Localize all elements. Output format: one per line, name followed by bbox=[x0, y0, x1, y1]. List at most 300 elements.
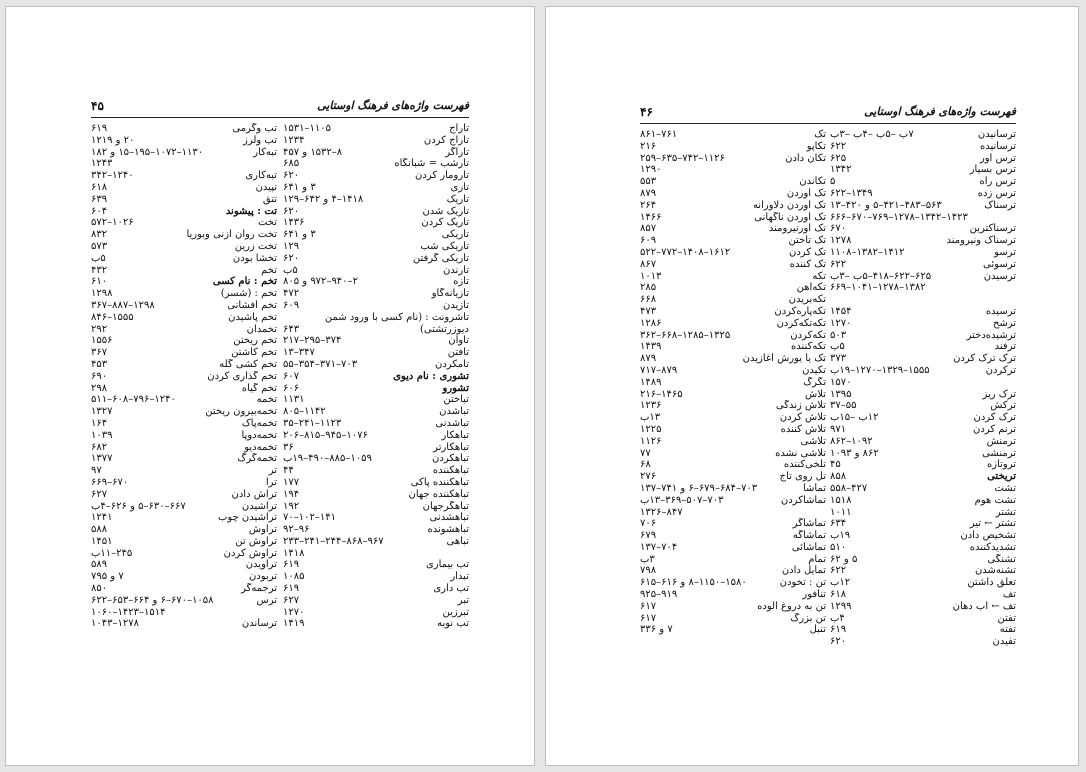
entry-pages: ۱۲ب bbox=[830, 577, 851, 589]
entry-word: ترسانیدن bbox=[977, 129, 1016, 140]
entry-word: تخم ریختن bbox=[233, 335, 277, 347]
entry-word: ترک ریز bbox=[982, 388, 1016, 400]
entry-pages: ۳۴۷–۱۳ bbox=[283, 347, 315, 359]
entry-word: تشتر ← تیر bbox=[969, 518, 1016, 530]
entry-word: تازه bbox=[453, 276, 469, 288]
page-45 bbox=[5, 6, 535, 766]
entry-pages: ۲–۹۴۰–۹۷۲ و ۸۰۵ bbox=[283, 276, 358, 288]
index-entry bbox=[830, 129, 1016, 141]
entry-word: تشخیص دادن bbox=[960, 530, 1016, 542]
index-entry bbox=[830, 318, 1016, 330]
entry-word: تک آورنیرومند bbox=[768, 223, 826, 235]
entry-word: تعلق داشتن bbox=[967, 577, 1016, 589]
index-entry bbox=[91, 194, 277, 206]
entry-word: تاوان bbox=[448, 335, 469, 347]
entry-pages: ۱۲۷۸–۱۰۴۳ bbox=[91, 618, 139, 630]
index-entry bbox=[91, 607, 277, 619]
entry-pages: ۱۵۱۸ bbox=[830, 494, 852, 506]
index-entry bbox=[640, 247, 826, 259]
entry-word: ترمنشی bbox=[982, 447, 1016, 459]
index-entry bbox=[640, 495, 826, 507]
entry-pages: ۱۲۴۰–۷۹۶–۶۰۸–۵۱۱ bbox=[91, 394, 176, 406]
entry-word: تروتازه bbox=[986, 459, 1016, 471]
entry-word: ترسناک ونیرومند bbox=[946, 235, 1016, 247]
entry-pages: ۶۷۹ bbox=[640, 530, 657, 542]
entry-pages: ۶۲۵–۶۲۲–۴۱۸–۵ب –۳ب bbox=[830, 270, 932, 282]
entry-pages: ۸۷۹–۷۱۷ bbox=[640, 364, 678, 376]
entry-word: تخمه‌بیرون ریختن bbox=[205, 406, 277, 418]
index-entry bbox=[830, 636, 1016, 648]
entry-pages: ۳۷۴–۲۹۵–۲۱۷ bbox=[283, 335, 342, 347]
entry-word: ترس بسیار bbox=[969, 164, 1016, 176]
entry-pages: ۱۳ب bbox=[640, 412, 661, 424]
entry-pages: ۲۷۶ bbox=[640, 471, 657, 483]
entry-word: تکاندن bbox=[799, 176, 826, 188]
index-entry bbox=[830, 259, 1016, 271]
entry-word: تمام bbox=[808, 553, 826, 565]
entry-pages: ۱۰۹۲–۸۶۲ bbox=[830, 435, 873, 447]
entry-pages: ۵ب bbox=[91, 252, 106, 264]
entry-word: ترسیده bbox=[985, 305, 1016, 317]
entry-pages: ۷۰۴–۱۳۷ bbox=[640, 541, 678, 553]
index-entry bbox=[640, 377, 826, 389]
index-entry bbox=[640, 294, 826, 306]
index-entry bbox=[283, 335, 469, 347]
entry-word: تن به دروغ آلوده bbox=[757, 600, 826, 612]
entry-pages: ۵۸۹ bbox=[91, 559, 108, 571]
index-entry bbox=[283, 383, 469, 395]
entry-pages: ۶۳۹ bbox=[91, 193, 108, 205]
entry-word: تکان دادن bbox=[785, 152, 826, 164]
entry-word: تن : تخودن bbox=[779, 577, 826, 589]
entry-pages: ۶۱۹ bbox=[283, 559, 300, 571]
entry-pages: ۱۱۳۰–۱۰۷۲–۱۹۵–۱۵ و ۱۸۲ bbox=[91, 146, 204, 158]
entry-word: تخمه‌پاک bbox=[241, 417, 277, 429]
index-entry bbox=[830, 613, 1016, 625]
entry-word: تک آوردن ناگهانی bbox=[754, 211, 826, 223]
entry-word: تخت زرین bbox=[234, 240, 277, 252]
entry-word: تباهکننده جهان bbox=[408, 488, 469, 500]
entry-pages: ۶۸۵ bbox=[283, 158, 300, 170]
entry-pages: ۷ و ۳۳۶ bbox=[640, 624, 673, 636]
index-entry bbox=[640, 424, 826, 436]
index-entry bbox=[283, 324, 469, 336]
entry-pages: ۴۲۷–۵۵۸ bbox=[830, 482, 868, 494]
entry-pages: ۱۲ب –۱۵ب bbox=[830, 412, 879, 424]
entry-pages: ۱۱۲۶ bbox=[640, 435, 662, 447]
entry-word: تشورو bbox=[442, 382, 469, 394]
entry-pages: ۷۰۳–۳۷۱–۳۵۴–۵۵ bbox=[283, 358, 358, 370]
entry-word: تشنگی bbox=[987, 553, 1016, 565]
entry-pages: ۱۲۷۸ bbox=[830, 235, 852, 247]
index-entry bbox=[830, 565, 1016, 577]
index-entry bbox=[91, 347, 277, 359]
entry-pages: ۸۷۹ bbox=[640, 187, 657, 199]
entry-pages: ۱۳۲۷ bbox=[91, 406, 113, 418]
index-entry bbox=[283, 571, 469, 583]
index-entry bbox=[640, 200, 826, 212]
entry-word: ترشیده‌دختر bbox=[966, 329, 1016, 341]
index-entry bbox=[91, 359, 277, 371]
index-entry bbox=[283, 465, 469, 477]
index-entry bbox=[283, 536, 469, 548]
index-entry bbox=[283, 442, 469, 454]
entry-word: تشت هوم bbox=[974, 494, 1016, 506]
index-entry bbox=[640, 613, 826, 625]
index-entry bbox=[91, 276, 277, 288]
index-entry bbox=[91, 241, 277, 253]
entry-pages: ۱۴۳۶ bbox=[283, 217, 305, 229]
index-entry bbox=[91, 583, 277, 595]
index-entry bbox=[640, 601, 826, 613]
entry-pages: ۴۷۲ bbox=[283, 288, 300, 300]
entry-word: تشنه‌شدن bbox=[974, 565, 1016, 577]
index-entry bbox=[91, 170, 277, 182]
entry-pages: ۲۴۵–۱۱ب bbox=[91, 547, 133, 559]
entry-word: تارومار کردن bbox=[415, 170, 469, 182]
entry-pages: ۱۴۱۹ bbox=[283, 618, 305, 630]
index-entry bbox=[283, 265, 469, 277]
entry-word: تبه‌کاری bbox=[245, 170, 277, 182]
index-entry bbox=[91, 229, 277, 241]
entry-pages: ۱۴۱۸–۴ و ۶۴۲–۱۲۹ bbox=[283, 193, 364, 205]
entry-pages: ۱۰۲۶–۵۷۲ bbox=[91, 217, 134, 229]
entry-pages: ۱۵۱۴–۱۴۲۳–۱۰۶۰ bbox=[91, 606, 166, 618]
index-column-right bbox=[830, 129, 1016, 648]
index-entry bbox=[283, 312, 469, 324]
entry-word: تکه‌کردن bbox=[790, 329, 826, 341]
index-entry bbox=[830, 153, 1016, 165]
entry-word: تل روی تاج bbox=[779, 471, 826, 483]
entry-word: تراشیدن چوب bbox=[217, 512, 277, 524]
entry-word: تن بزرگ bbox=[790, 612, 826, 624]
index-entry bbox=[283, 512, 469, 524]
index-entry bbox=[830, 518, 1016, 530]
entry-pages: ۶۰۹ bbox=[283, 299, 300, 311]
entry-word: تبرزین bbox=[442, 606, 469, 618]
entry-pages: ۱۰۱۳ bbox=[640, 270, 662, 282]
entry-word: تلاشی bbox=[800, 435, 826, 447]
index-entry bbox=[91, 501, 277, 513]
index-entry bbox=[91, 123, 277, 135]
entry-word: تکیدن bbox=[802, 364, 826, 376]
entry-word: تک یا یورش آغازیدن bbox=[742, 353, 826, 365]
entry-word: تلاش bbox=[805, 388, 826, 400]
index-entry bbox=[283, 135, 469, 147]
entry-word: ترکش bbox=[990, 400, 1016, 412]
entry-pages: ۴۵۳ bbox=[91, 358, 108, 370]
index-entry bbox=[640, 176, 826, 188]
entry-word: تاشرونت : (نام کسی با ورود شمن bbox=[324, 311, 469, 323]
entry-pages: ۱۱۳۱ bbox=[283, 394, 305, 406]
entry-pages: ۶۲۰ bbox=[830, 636, 847, 648]
index-entry bbox=[283, 347, 469, 359]
entry-pages: ۶۱۹ bbox=[830, 624, 847, 636]
entry-pages: ۸–۱۵۳۲ و ۴۵۷ bbox=[283, 146, 343, 158]
index-entry bbox=[91, 489, 277, 501]
entry-word: تباهکننده پاکی bbox=[410, 476, 469, 488]
entry-word: ترکردن bbox=[985, 364, 1016, 376]
entry-pages: ۵ و ۶۲ bbox=[830, 553, 858, 565]
entry-word: تباشدنی bbox=[435, 417, 469, 429]
entry-word: تک آوردن دلاورانه bbox=[752, 199, 826, 211]
entry-word: تباهکارتر bbox=[433, 441, 469, 453]
index-entry bbox=[91, 559, 277, 571]
index-entry bbox=[830, 141, 1016, 153]
entry-pages: ۳۶۷ bbox=[91, 347, 108, 359]
entry-word: ترسناک bbox=[984, 199, 1016, 211]
entry-word: تلاش کننده bbox=[780, 423, 826, 435]
index-entry bbox=[640, 235, 826, 247]
index-entry bbox=[283, 418, 469, 430]
entry-word: ترسوئی bbox=[983, 258, 1016, 270]
entry-pages: ۱۴۲۳–۱۳۴۲–۱۲۷۸–۷۶۹–۶۷۰–۶۶۶ bbox=[830, 211, 968, 223]
index-entry bbox=[283, 194, 469, 206]
entry-pages: ۸۷۹ bbox=[640, 353, 657, 365]
entry-word: تربودن bbox=[248, 571, 277, 583]
entry-word: ترفند bbox=[994, 341, 1016, 353]
entry-word: تراشیدن bbox=[241, 500, 277, 512]
entry-pages: ۱۴۱۸ bbox=[283, 547, 305, 559]
index-entry bbox=[640, 565, 826, 577]
index-entry bbox=[283, 359, 469, 371]
entry-pages: ۶۳۴ bbox=[830, 518, 847, 530]
entry-word: ترس راه bbox=[979, 176, 1016, 188]
entry-pages: ۵۰۳ bbox=[830, 329, 847, 341]
index-entry bbox=[640, 330, 826, 342]
entry-pages: ۵۶۳–۴۸۳–۴۲۱–۵ و ۴۲۰–۱۳ bbox=[830, 199, 942, 211]
entry-word: تبدار bbox=[450, 571, 469, 583]
index-column-left bbox=[640, 129, 826, 636]
index-entry bbox=[640, 188, 826, 200]
index-entry bbox=[91, 453, 277, 465]
entry-pages: ۳ و ۶۴۱ bbox=[283, 181, 316, 193]
entry-pages: ۶۷۰ bbox=[830, 223, 847, 235]
index-entry bbox=[830, 223, 1016, 235]
index-entry bbox=[283, 147, 469, 159]
entry-word: تاراگر bbox=[445, 146, 469, 158]
entry-pages: ۱۳۸۲–۱۲۷۸–۱۰۴۱–۶۶۹ bbox=[830, 282, 926, 294]
entry-word: تب ولرز bbox=[242, 134, 277, 146]
entry-word: ترک کردن bbox=[973, 412, 1016, 424]
entry-pages: ۱۳۹۵ bbox=[830, 388, 852, 400]
entry-word: تلخی‌کننده bbox=[783, 459, 826, 471]
index-entry bbox=[640, 271, 826, 283]
entry-word: ترسانیده bbox=[979, 140, 1016, 152]
index-entry bbox=[91, 536, 277, 548]
index-entry bbox=[830, 282, 1016, 294]
entry-word: تخم : نام کسی bbox=[212, 276, 277, 288]
index-entry bbox=[640, 259, 826, 271]
entry-pages: ۹۷۱ bbox=[830, 423, 847, 435]
entry-word: تماشا bbox=[802, 482, 826, 494]
entry-pages: ۳۷۳ bbox=[830, 353, 847, 365]
entry-pages: ۶۹۰ bbox=[91, 370, 108, 382]
entry-word: تکه‌بریدن bbox=[788, 294, 826, 306]
entry-word: تخشا بودن bbox=[232, 252, 277, 264]
entry-pages: ۱۴۶۵–۲۱۶ bbox=[640, 388, 683, 400]
index-entry bbox=[283, 158, 469, 170]
entry-pages: ۴۴ bbox=[283, 465, 294, 477]
entry-pages: ۷۷ bbox=[640, 447, 651, 459]
index-entry bbox=[91, 406, 277, 418]
entry-word: تمایل دادن bbox=[781, 565, 826, 577]
entry-word: تافتن bbox=[447, 347, 469, 359]
entry-word: تک bbox=[814, 129, 826, 140]
entry-pages: ۱۶۱۲–۱۴۰۸–۷۷۲–۵۲۲ bbox=[640, 246, 731, 258]
index-entry bbox=[283, 618, 469, 630]
entry-word: تارندن bbox=[442, 264, 469, 276]
entry-word: تخمدان bbox=[246, 323, 277, 335]
running-title: فهرست واژه‌های فرهنگ اوستایی bbox=[317, 99, 469, 112]
entry-word: تخم پاشیدن bbox=[228, 311, 277, 323]
index-entry bbox=[283, 583, 469, 595]
entry-word: تراوش bbox=[248, 524, 277, 536]
index-entry bbox=[283, 288, 469, 300]
entry-pages: ۲۹۲ bbox=[91, 323, 108, 335]
entry-pages: ۷۰۳–۶۸۴–۶۷۹–۶ و ۷۴۱–۱۳۷ bbox=[640, 482, 758, 494]
entry-word: تخم کاشتن bbox=[231, 347, 277, 359]
entry-pages: ۶۱۹ bbox=[283, 583, 300, 595]
entry-pages: ۵ bbox=[830, 176, 836, 188]
entry-word: تکه bbox=[812, 270, 826, 282]
index-entry bbox=[640, 306, 826, 318]
index-entry bbox=[830, 554, 1016, 566]
entry-pages: ۶۴۳ bbox=[283, 323, 300, 335]
entry-word: تنافور bbox=[802, 589, 826, 601]
entry-word: تاریکی bbox=[441, 229, 469, 241]
index-entry bbox=[640, 282, 826, 294]
entry-word: تنبل bbox=[809, 624, 826, 636]
entry-word: تفیدن bbox=[992, 636, 1016, 648]
entry-pages: ۸۵۰ bbox=[91, 583, 108, 595]
entry-pages: ۸۶۷ bbox=[640, 258, 657, 270]
entry-pages: ۱۴۶۶ bbox=[640, 211, 662, 223]
entry-word: تف bbox=[1002, 589, 1016, 601]
index-entry bbox=[830, 271, 1016, 283]
entry-pages: ۵۸۸ bbox=[91, 524, 108, 536]
entry-pages: ۵ب bbox=[283, 264, 298, 276]
index-entry bbox=[830, 530, 1016, 542]
entry-word: تکه‌تکه‌کردن bbox=[776, 317, 826, 329]
entry-pages: ۹۶–۹۲ bbox=[283, 524, 310, 536]
entry-word: تشتر bbox=[995, 506, 1016, 518]
entry-pages: ۱۲۴۰–۳۴۲ bbox=[91, 170, 134, 182]
index-entry bbox=[640, 400, 826, 412]
entry-word: تماشاکردن bbox=[780, 494, 826, 506]
entry-word: ترس bbox=[256, 594, 277, 606]
index-column-right bbox=[283, 123, 469, 630]
index-entry bbox=[283, 524, 469, 536]
index-entry bbox=[640, 459, 826, 471]
entry-word: تخم افشانی bbox=[227, 299, 277, 311]
entry-word: تخت bbox=[257, 217, 277, 229]
index-entry bbox=[283, 501, 469, 513]
index-entry bbox=[830, 235, 1016, 247]
entry-word: تماشاگر bbox=[792, 518, 826, 530]
index-entry bbox=[830, 601, 1016, 613]
entry-pages: ۶۲۰ bbox=[283, 170, 300, 182]
index-entry bbox=[830, 471, 1016, 483]
entry-word: تر bbox=[268, 465, 277, 477]
index-entry bbox=[91, 335, 277, 347]
index-entry bbox=[283, 206, 469, 218]
index-entry bbox=[91, 182, 277, 194]
entry-word: تبه‌کار bbox=[253, 146, 277, 158]
index-entry bbox=[830, 188, 1016, 200]
index-entry bbox=[830, 424, 1016, 436]
entry-word: تکه‌آهن bbox=[796, 282, 826, 294]
entry-word: تتق bbox=[262, 193, 277, 205]
entry-pages: ۲۶۴ bbox=[640, 199, 657, 211]
entry-word: تب نوبه bbox=[437, 618, 469, 630]
index-entry bbox=[830, 589, 1016, 601]
index-entry bbox=[830, 341, 1016, 353]
entry-pages: ۵۵۳ bbox=[640, 176, 657, 188]
index-entry bbox=[91, 288, 277, 300]
entry-pages: ۱۴۵۴ bbox=[830, 305, 852, 317]
entry-word: ترسو bbox=[994, 246, 1016, 258]
index-entry bbox=[91, 595, 277, 607]
entry-pages: ۱۴۱۲–۱۳۸۲–۱۱۰۸ bbox=[830, 246, 905, 258]
index-entry bbox=[640, 389, 826, 401]
entry-word: تراویدن bbox=[245, 559, 277, 571]
entry-word: تامکردن bbox=[434, 358, 469, 370]
entry-word: تلاشی نشده bbox=[775, 447, 826, 459]
entry-pages: ۱۲۷۰ bbox=[830, 317, 852, 329]
index-entry bbox=[91, 571, 277, 583]
entry-pages: ۱۹۲ bbox=[283, 500, 300, 512]
entry-pages: ۶۶۸ bbox=[640, 294, 657, 306]
entry-pages: ۸۵۷ bbox=[640, 223, 657, 235]
entry-pages: ۹۶۷–۸۶۸–۲۴۴–۲۴۱–۲۳۳ bbox=[283, 535, 384, 547]
entry-pages: ۱۲۴۳ bbox=[91, 158, 113, 170]
entry-pages: ۶۱۷ bbox=[640, 612, 657, 624]
entry-pages: ۶۶۷–۶۳۰–۵ و ۶۲۶–۴ب bbox=[91, 500, 186, 512]
entry-word: دیوزرتشتی) bbox=[419, 323, 469, 335]
index-entry bbox=[91, 158, 277, 170]
index-entry bbox=[830, 200, 1016, 212]
index-entry bbox=[283, 559, 469, 571]
entry-pages: ۱۵۵۵–۸۴۶ bbox=[91, 311, 134, 323]
entry-pages: ۸۴۷–۱۳۲۶ bbox=[640, 506, 683, 518]
index-entry bbox=[91, 442, 277, 454]
index-entry bbox=[91, 324, 277, 336]
index-entry bbox=[640, 365, 826, 377]
index-entry bbox=[91, 135, 277, 147]
entry-word: تبر bbox=[457, 594, 469, 606]
entry-pages: ۱۴۱–۱۰۲–۷۰ bbox=[283, 512, 336, 524]
entry-pages: ۶۲۰ bbox=[283, 252, 300, 264]
entry-word: تشوری : نام دیوی bbox=[393, 370, 469, 382]
index-entry bbox=[91, 206, 277, 218]
index-entry bbox=[283, 300, 469, 312]
entry-word: تفته bbox=[999, 624, 1016, 636]
index-entry bbox=[283, 595, 469, 607]
entry-pages: ۱۰۸۵ bbox=[283, 571, 305, 583]
entry-word: تخمه bbox=[256, 394, 277, 406]
index-entry bbox=[283, 489, 469, 501]
index-entry bbox=[91, 418, 277, 430]
index-entry bbox=[640, 530, 826, 542]
index-entry bbox=[830, 212, 1016, 224]
entry-word: تت : پیشوند bbox=[225, 205, 277, 217]
entry-pages: ۲۸۵ bbox=[640, 282, 657, 294]
index-entry bbox=[830, 507, 1016, 519]
index-entry bbox=[91, 383, 277, 395]
entry-word: تخم : (شسر) bbox=[220, 288, 277, 300]
entry-word: تباهگرجهان bbox=[422, 500, 469, 512]
